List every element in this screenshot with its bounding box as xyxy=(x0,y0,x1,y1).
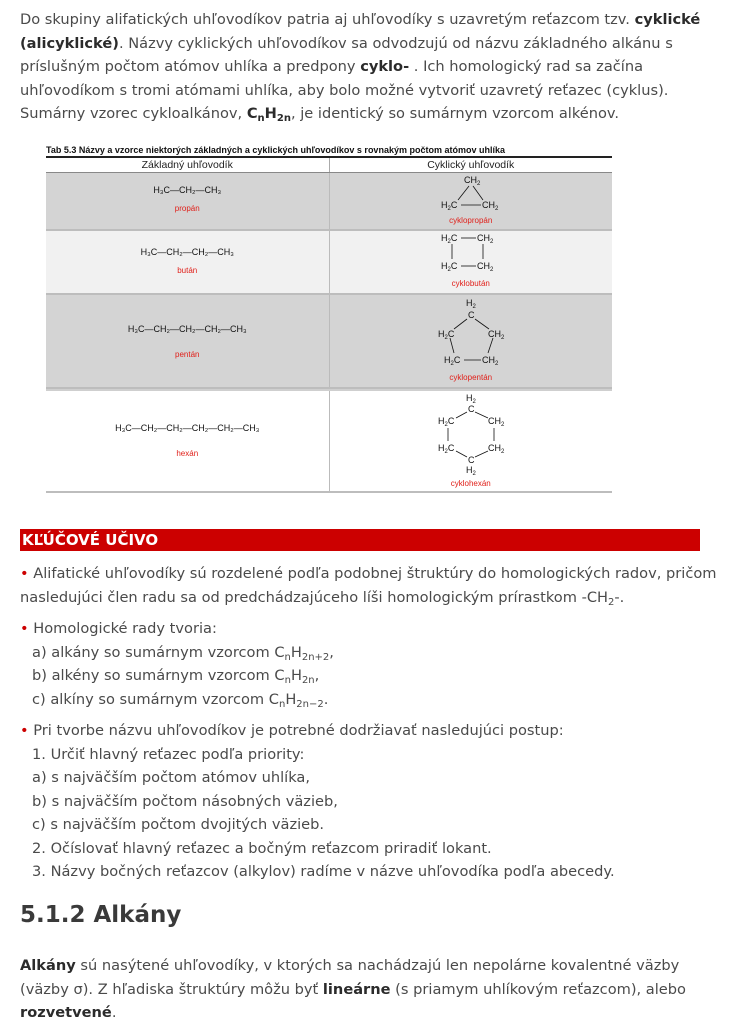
list-item: c) s najväčším počtom dvojitých väzieb. xyxy=(32,816,325,833)
cell-cyclic xyxy=(330,295,613,387)
cyclohexane-structure xyxy=(426,393,516,481)
banner-title: KĽÚČOVÉ UČIVO xyxy=(22,531,159,549)
linear-name: propán xyxy=(174,204,200,213)
svg-text:H2C: $H_2C$ xyxy=(437,416,455,428)
svg-text:CH2: $CH_2$ xyxy=(487,443,505,455)
key-bullet-1: • Alifatické uhľovodíky sú rozdelené podľa podobnej štruktúry do homologických radov, pričom nasledujúci člen radu sa od predchádzajúceho líši homologickým prírastkom $-CH_2-$. xyxy=(20,565,717,608)
linear-formula: H₃C—CH₂—CH₃ xyxy=(153,185,222,195)
cyclic-name: cyklopentán xyxy=(449,373,493,382)
intro-paragraph xyxy=(20,8,720,126)
key-bullet-3: • Pri tvorbe názvu uhľovodíkov je potrebné dodržiavať nasledujúci postup: xyxy=(20,722,564,739)
list-item: 2. Očíslovať hlavný reťazec a bočným reťazcom priradiť lokant. xyxy=(32,839,492,857)
linear-formula: H₃C—CH₂—CH₂—CH₃ xyxy=(140,247,234,257)
intro-text-1: Do skupiny alifatických uhľovodíkov patria aj uhľovodíky s uzavretým reťazcom tzv. xyxy=(20,11,635,28)
intro-bold-cyclic: cyklické (alicyklické) xyxy=(20,11,701,52)
list-item: 3. Názvy bočných reťazcov (alkylov) radíme v názve uhľovodíka podľa abecedy. xyxy=(32,863,615,880)
svg-text:H2C: $H_2C$ xyxy=(437,329,455,341)
svg-text:C: C xyxy=(467,404,475,414)
intro-formula: $C_nH_{2n}$ xyxy=(246,105,291,124)
table-row xyxy=(46,231,612,295)
svg-text:H2C: $H_2C$ xyxy=(443,355,461,367)
intro-text-4: , je identický so sumárnym vzorcom alkénov. xyxy=(290,105,620,122)
cell-linear xyxy=(46,295,330,387)
section-heading: 5.1.2 Alkány xyxy=(20,902,182,928)
bullet-icon: • xyxy=(20,565,29,582)
list-item: b) alkény so sumárnym vzorcom $C_nH_{2n}$, xyxy=(32,667,320,686)
list-item: b) s najväčším počtom násobných väzieb, xyxy=(32,792,338,810)
linear-name: pentán xyxy=(175,350,200,359)
svg-text:C: C xyxy=(467,455,475,465)
cell-cyclic xyxy=(330,391,613,491)
svg-text:H2C: $H_2C$ xyxy=(440,200,458,212)
intro-text-2: . Názvy cyklických uhľovodíkov sa odvodzujú od názvu základného alkánu s príslušným počtom atómov uhlíka a predpony xyxy=(20,34,673,75)
cell-linear xyxy=(46,173,330,229)
intro-text-3: . Ich homologický rad sa začína uhľovodíkom s tromi atómami uhlíka, aby bolo možné vytvoriť uzavretý reťazec (cyklus). Sumárny vzorec cykloalkánov, xyxy=(20,58,669,122)
table-row xyxy=(46,173,612,231)
svg-text:CH2: $CH_2$ xyxy=(487,416,505,428)
bullet-icon: • xyxy=(20,620,29,637)
linear-formula: H₃C—CH₂—CH₂—CH₂—CH₂—CH₃ xyxy=(115,423,260,433)
key-bullet-2: • Homologické rady tvoria: xyxy=(20,620,217,637)
svg-text:H2: $H_2$ xyxy=(465,298,476,310)
list-item: a) alkány so sumárnym vzorcom $C_nH_{2n+2}$, xyxy=(32,643,334,663)
svg-text:H2C: $H_2C$ xyxy=(440,261,458,273)
cell-cyclic xyxy=(330,231,613,293)
linear-name: hexán xyxy=(176,449,199,458)
table-row xyxy=(46,295,612,389)
intro-bold-prefix: cyklo- xyxy=(360,58,410,75)
svg-text:H2C: $H_2C$ xyxy=(440,233,458,245)
svg-text:CH2: $CH_2$ xyxy=(476,233,494,245)
cyclic-name: cyklopropán xyxy=(449,216,493,225)
alkanes-paragraph: Alkány sú nasýtené uhľovodíky, v ktorých sa nachádzajú len nepolárne kovalentné väzby (väzby σ). Z hľadiska štruktúry môžu byť lineárne (s priamym uhlíkovým reťazcom), alebo rozvetvené. xyxy=(20,957,686,1021)
cell-linear xyxy=(46,231,330,293)
linear-name: bután xyxy=(177,266,198,275)
table-caption: Tab 5.3 Názvy a vzorce niektorých základných a cyklických uhľovodíkov s rovnakým počtom atómov uhlíka xyxy=(46,144,612,158)
svg-text:CH2: $CH_2$ xyxy=(481,200,499,212)
cell-cyclic xyxy=(330,173,613,229)
svg-text:H2: $H_2$ xyxy=(465,393,476,405)
svg-text:CH2: $CH_2$ xyxy=(481,355,499,367)
cyclopentane-structure xyxy=(426,297,516,373)
svg-text:CH2: $CH_2$ xyxy=(463,175,481,187)
cyclopropane-structure xyxy=(431,175,511,217)
linear-formula: H₃C—CH₂—CH₂—CH₂—CH₃ xyxy=(127,324,247,334)
key-content xyxy=(20,562,720,884)
hydrocarbon-table xyxy=(46,144,612,493)
list-item: 1. Určiť hlavný reťazec podľa priority: xyxy=(32,745,305,763)
svg-text:CH2: $CH_2$ xyxy=(487,329,505,341)
svg-text:CH2: $CH_2$ xyxy=(476,261,494,273)
key-topic-banner xyxy=(20,529,700,551)
svg-text:H2: $H_2$ xyxy=(465,465,476,477)
header-basic: Základný uhľovodík xyxy=(46,158,330,172)
header-cyclic: Cyklický uhľovodík xyxy=(427,159,515,171)
cyclic-name: cyklohexán xyxy=(450,479,491,488)
cyclobutane-structure xyxy=(431,232,511,280)
list-item: a) s najväčším počtom atómov uhlíka, xyxy=(32,769,311,786)
svg-text:H2C: $H_2C$ xyxy=(437,443,455,455)
cell-linear xyxy=(46,391,330,491)
table-header xyxy=(46,158,612,173)
cyclic-name: cyklobután xyxy=(451,279,490,288)
table-row xyxy=(46,389,612,493)
svg-text:C: C xyxy=(467,310,475,320)
list-item: c) alkíny so sumárnym vzorcom $C_nH_{2n-2}$. xyxy=(32,690,329,710)
bullet-icon: • xyxy=(20,722,29,739)
